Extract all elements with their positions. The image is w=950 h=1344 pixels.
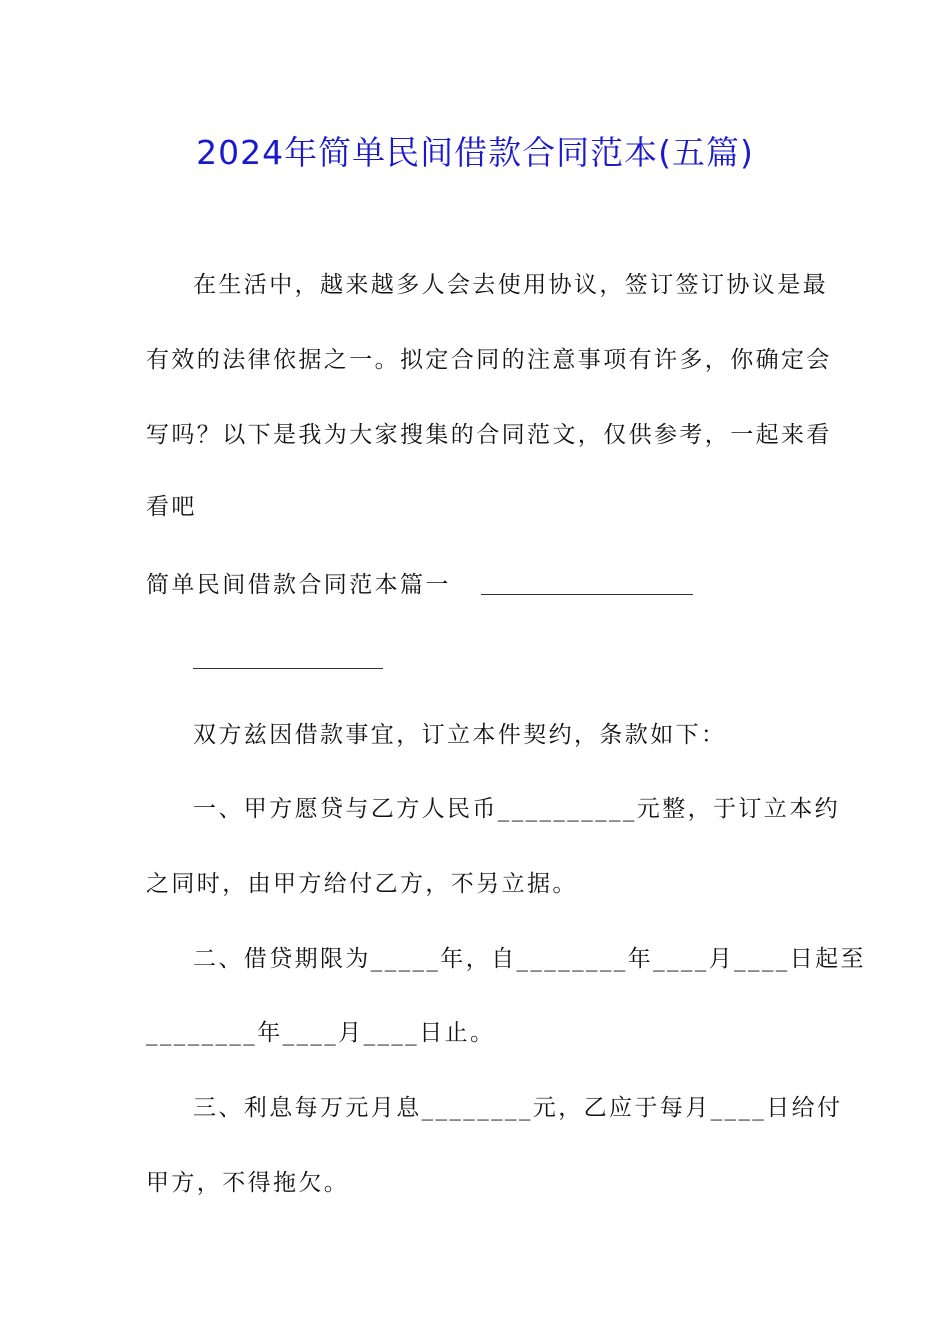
clause-3-line-2: 甲方，不得拖欠。: [146, 1170, 350, 1196]
separator-line: [193, 668, 383, 669]
clause-3-line-1: 三、利息每万元月息________元，乙应于每月____日给付: [193, 1095, 843, 1121]
intro-line-3: 写吗？以下是我为大家搜集的合同范文，仅供参考，一起来看: [146, 422, 832, 448]
heading-underline: [481, 594, 693, 595]
clause-1-line-1: 一、甲方愿贷与乙方人民币__________元整，于订立本约: [193, 796, 840, 822]
intro-line-1: 在生活中，越来越多人会去使用协议，签订签订协议是最: [193, 272, 828, 298]
clause-2-line-1: 二、借贷期限为_____年，自________年____月____日起至: [193, 946, 866, 972]
clause-2-line-2: ________年____月____日止。: [146, 1020, 496, 1046]
section-heading: 简单民间借款合同范本篇一: [146, 572, 451, 598]
intro-line-2: 有效的法律依据之一。拟定合同的注意事项有许多，你确定会: [146, 347, 832, 373]
parties-paragraph: 双方兹因借款事宜，订立本件契约，条款如下：: [193, 722, 727, 748]
document-title: 2024年简单民间借款合同范本(五篇): [196, 133, 754, 172]
intro-line-4: 看吧: [146, 494, 197, 520]
clause-1-line-2: 之同时，由甲方给付乙方，不另立据。: [146, 871, 578, 897]
